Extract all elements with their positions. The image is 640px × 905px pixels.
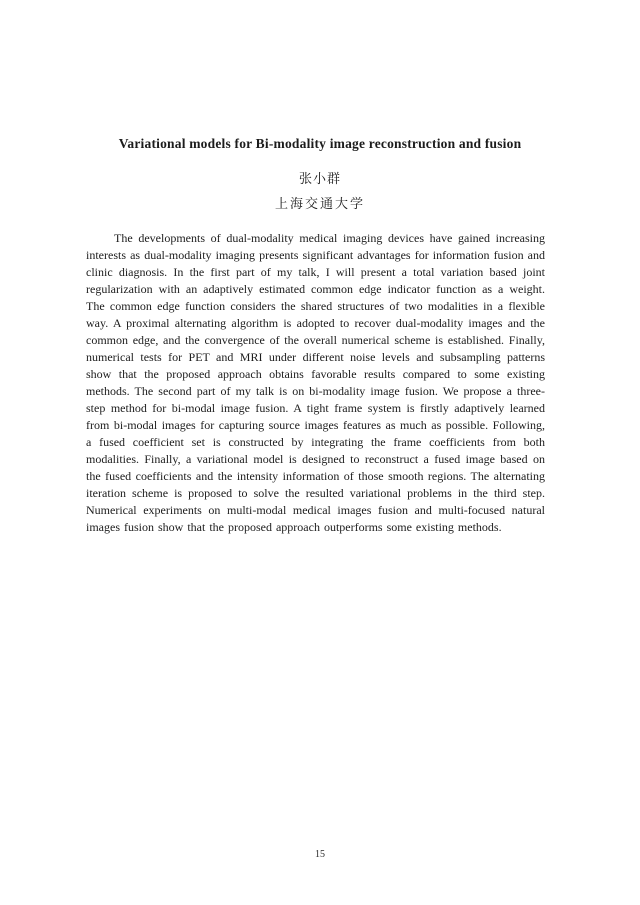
paper-title: Variational models for Bi-modality image reconstruction and fusion bbox=[118, 136, 522, 151]
author-name: 张小群 bbox=[298, 171, 341, 186]
author-affiliation: 上海交通大学 bbox=[274, 196, 365, 211]
abstract-paragraph: The developments of dual-modality medical imaging devices have gained increasing interests as dual-modality imaging presents significant advantages for information fusion and clinic diagnosis. In the first part of my talk, I will present a total variation based joint regularization with an adaptively estimated common edge indicator function as a weight. The common edge function considers the shared structures of two modalities in a flexible way. A proximal alternating algorithm is adopted to recover dual-modality images and the common edge, and the convergence of the overall numerical scheme is established. Finally, numerical tests for PET and MRI under different noise levels and subsampling patterns show that the proposed approach obtains favorable results compared to some existing methods. The second part of my talk is on bi-modality image fusion. We propose a three-step method for bi-modal image fusion. A tight frame system is firstly adaptively learned from bi-modal images for capturing source images features as much as possible. Following, a fused coefficient set is constructed by integrating the frame coefficients from both modalities. Finally, a variational model is designed to reconstruct a fused image based on the fused coefficients and the intensity information of those smooth regions. The alternating iteration scheme is proposed to solve the resulted variational problems in the third step. Numerical experiments on multi-modal medical images fusion and multi-focused natural images fusion show that the proposed approach outperforms some existing methods. bbox=[86, 231, 545, 534]
page-number: 15 bbox=[315, 849, 325, 860]
